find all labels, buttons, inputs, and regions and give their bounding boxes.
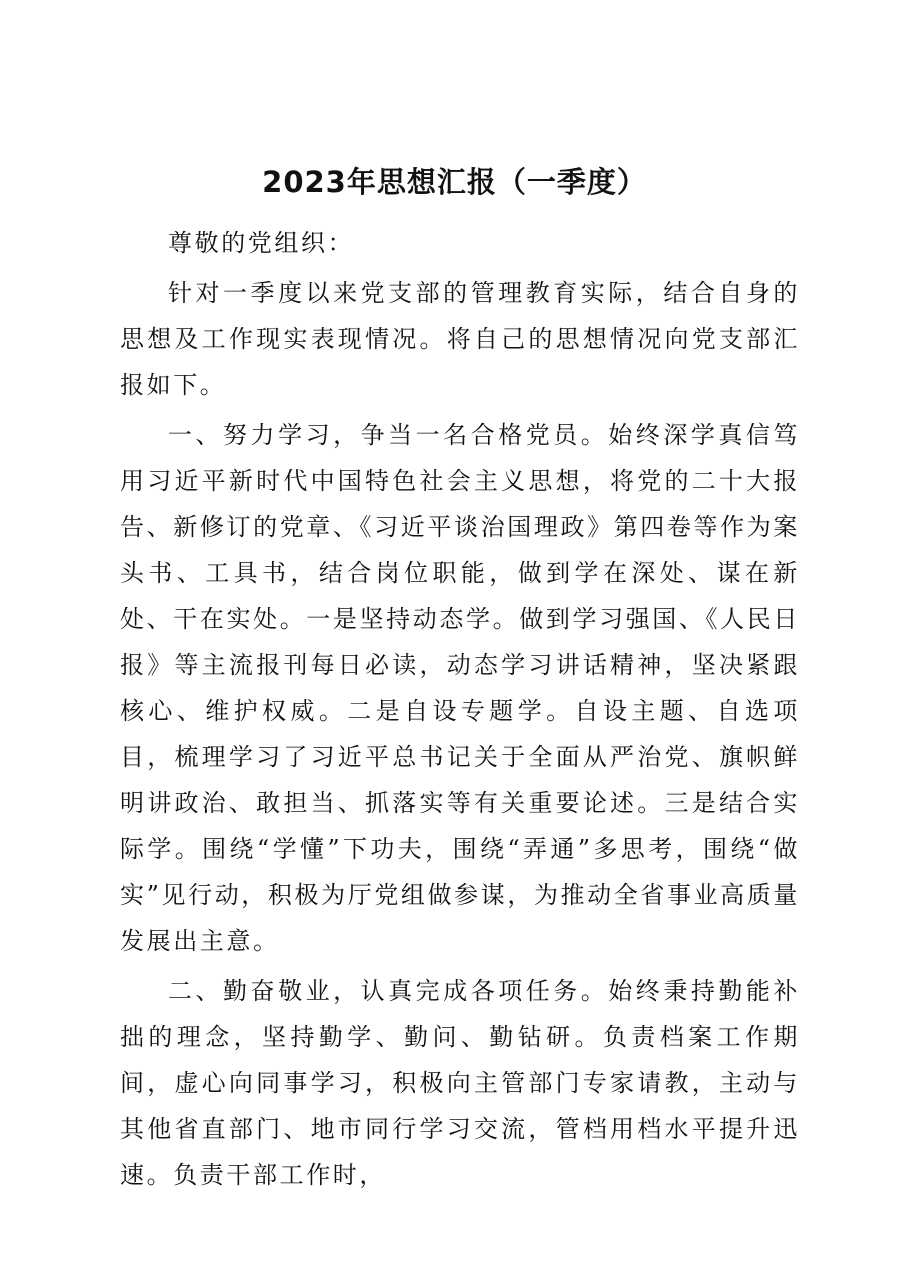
document-title: 2023年思想汇报（一季度） [262,165,647,199]
salutation: 尊敬的党组织： [168,229,355,257]
document-body [120,220,800,1198]
paragraph-study: 一、努力学习，争当一名合格党员。始终深学真信笃用习近平新时代中国特色社会主义思想，将党的二十大报告、新修订的党章、《习近平谈治国理政》第四卷等作为案头书、工具书，结合岗位职能，做到学在深处、谋在新处、干在实处。一是坚持动态学。做到学习强国、《人民日报》等主流报刊每日必读，动态学习讲话精神，坚决紧跟核心、维护权威。二是自设专题学。自设主题、自选项目，梳理学习了习近平总书记关于全面从严治党、旗帜鲜明讲政治、敢担当、抓落实等有关重要论述。三是结合实际学。围绕“学懂”下功夫，围绕“弄通”多思考，围绕“做实”见行动，积极为厅党组做参谋，为推动全省事业高质量发展出主意。 [120,421,800,955]
paragraph-work: 二、勤奋敬业，认真完成各项任务。始终秉持勤能补拙的理念，坚持勤学、勤问、勤钻研。负责档案工作期间，虚心向同事学习，积极向主管部门专家请教，主动与其他省直部门、地市同行学习交流，管档用档水平提升迅速。负责干部工作时， [120,977,800,1189]
paragraph-intro: 针对一季度以来党支部的管理教育实际，结合自身的思想及工作现实表现情况。将自己的思想情况向党支部汇报如下。 [120,279,800,399]
